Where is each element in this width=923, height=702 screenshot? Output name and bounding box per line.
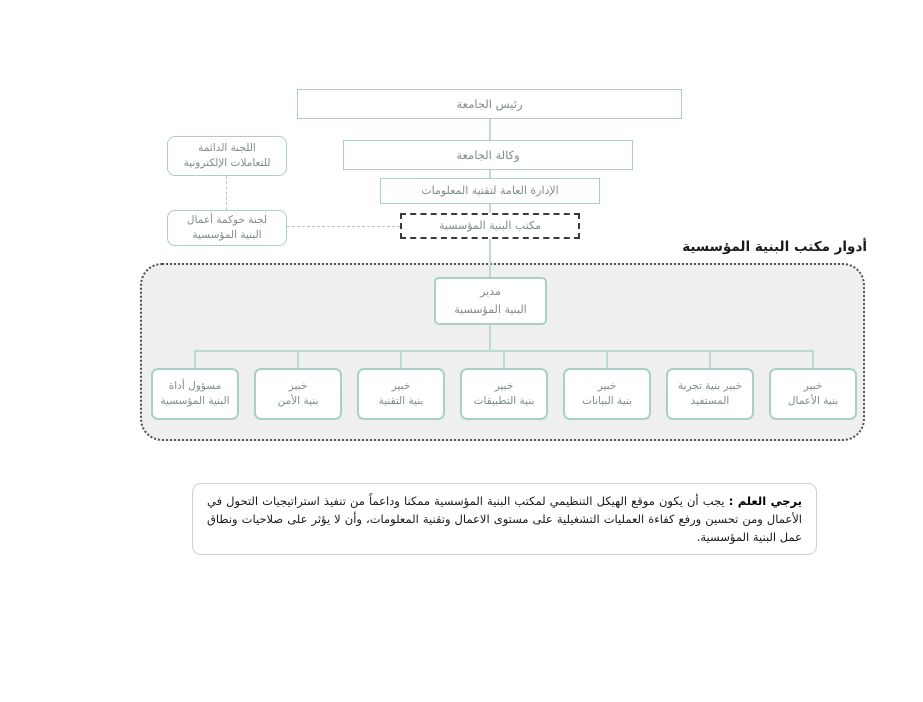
box-role-application-architecture-expert-line1: خبير [494,379,514,392]
note-label: يرجي العلم : [728,494,802,508]
connector-etransactions-to-governance-committee [226,176,227,210]
connector-bus-to-role-1 [709,350,711,368]
box-role-application-architecture-expert-line2: بنية التطبيقات [473,395,535,407]
connector-bus-to-role-3 [503,350,505,368]
box-role-technology-architecture-expert-line1: خبير [391,379,411,392]
connector-it-department-to-ea-office [489,204,491,213]
box-role-technology-architecture-expert [357,368,445,420]
box-enterprise-architecture-office [400,213,580,239]
box-role-security-architecture-expert [254,368,342,420]
connector-bus-to-role-0 [812,350,814,368]
roles-section-title: أدوار مكتب البنية المؤسسية [682,239,867,255]
note-body: يجب أن يكون موقع الهيكل التنظيمي لمكتب البنية المؤسسية ممكنا وداعماً من تنفيذ استراتيجيات التحول في الأعمال ومن تحسين ورفع كفاءة العمليات التشغيلية على مستوى الاعمال وتقنية المعلومات، وأن لا يؤثر على صلاحيات ونطاق عمل البنية المؤسسية. [207,494,802,544]
box-role-application-architecture-expert [460,368,548,420]
box-role-customer-experience-architecture-expert-line2: المستفيد [690,395,730,407]
box-role-technology-architecture-expert-line2: بنية التقنية [378,395,424,407]
connector-president-to-vice [489,119,491,140]
box-permanent-etransactions-committee-label-line1: اللجنة الدائمة [198,141,256,154]
box-role-business-architecture-expert-line1: خبير [803,379,823,392]
box-role-ea-tool-administrator [151,368,239,420]
box-general-department-of-it [380,178,600,204]
note-box [192,483,817,555]
box-university-vice-presidency [343,140,633,170]
box-ea-manager-label-line1: مدير [480,285,501,299]
box-role-customer-experience-architecture-expert [666,368,754,420]
box-role-security-architecture-expert-line2: بنية الأمن [277,395,319,407]
box-university-vice-presidency-label: وكالة الجامعة [456,147,520,162]
box-role-customer-experience-architecture-expert-line1: خبير بنية تجربة [677,379,743,392]
box-ea-manager-label-line2: البنية المؤسسية [454,303,527,316]
box-general-department-of-it-label: الإدارة العامة لتقنية المعلومات [421,184,559,198]
note-text [207,493,802,546]
box-role-data-architecture-expert-line1: خبير [597,379,617,392]
box-role-business-architecture-expert-line2: بنية الأعمال [787,395,839,407]
box-role-ea-tool-administrator-line1: مسؤول أداة [168,379,222,392]
box-permanent-etransactions-committee-label-line2: للتعاملات الإلكترونية [183,157,271,169]
connector-bus-to-role-6 [194,350,196,368]
box-ea-governance-committee-label-line1: لجنة حوكمة أعمال [186,213,268,226]
box-university-president [297,89,682,119]
box-ea-governance-committee [167,210,287,246]
box-role-data-architecture-expert [563,368,651,420]
box-permanent-etransactions-committee [167,136,287,176]
box-role-security-architecture-expert-line1: خبير [288,379,308,392]
connector-governance-committee-to-ea-office [287,226,400,227]
box-ea-governance-committee-label-line2: البنية المؤسسية [192,229,262,241]
box-role-business-architecture-expert [769,368,857,420]
box-university-president-label: رئيس الجامعة [456,96,523,111]
box-ea-manager [434,277,547,325]
box-role-data-architecture-expert-line2: بنية البيانات [582,395,632,407]
connector-bus-to-role-2 [606,350,608,368]
box-role-ea-tool-administrator-line2: البنية المؤسسية [160,395,230,407]
box-enterprise-architecture-office-label: مكتب البنية المؤسسية [438,219,542,233]
connector-vice-to-it-department [489,170,491,178]
connector-bus-to-role-5 [297,350,299,368]
connector-bus-to-role-4 [400,350,402,368]
connector-manager-to-bus [489,325,491,351]
connector-ea-office-to-manager [489,239,491,277]
